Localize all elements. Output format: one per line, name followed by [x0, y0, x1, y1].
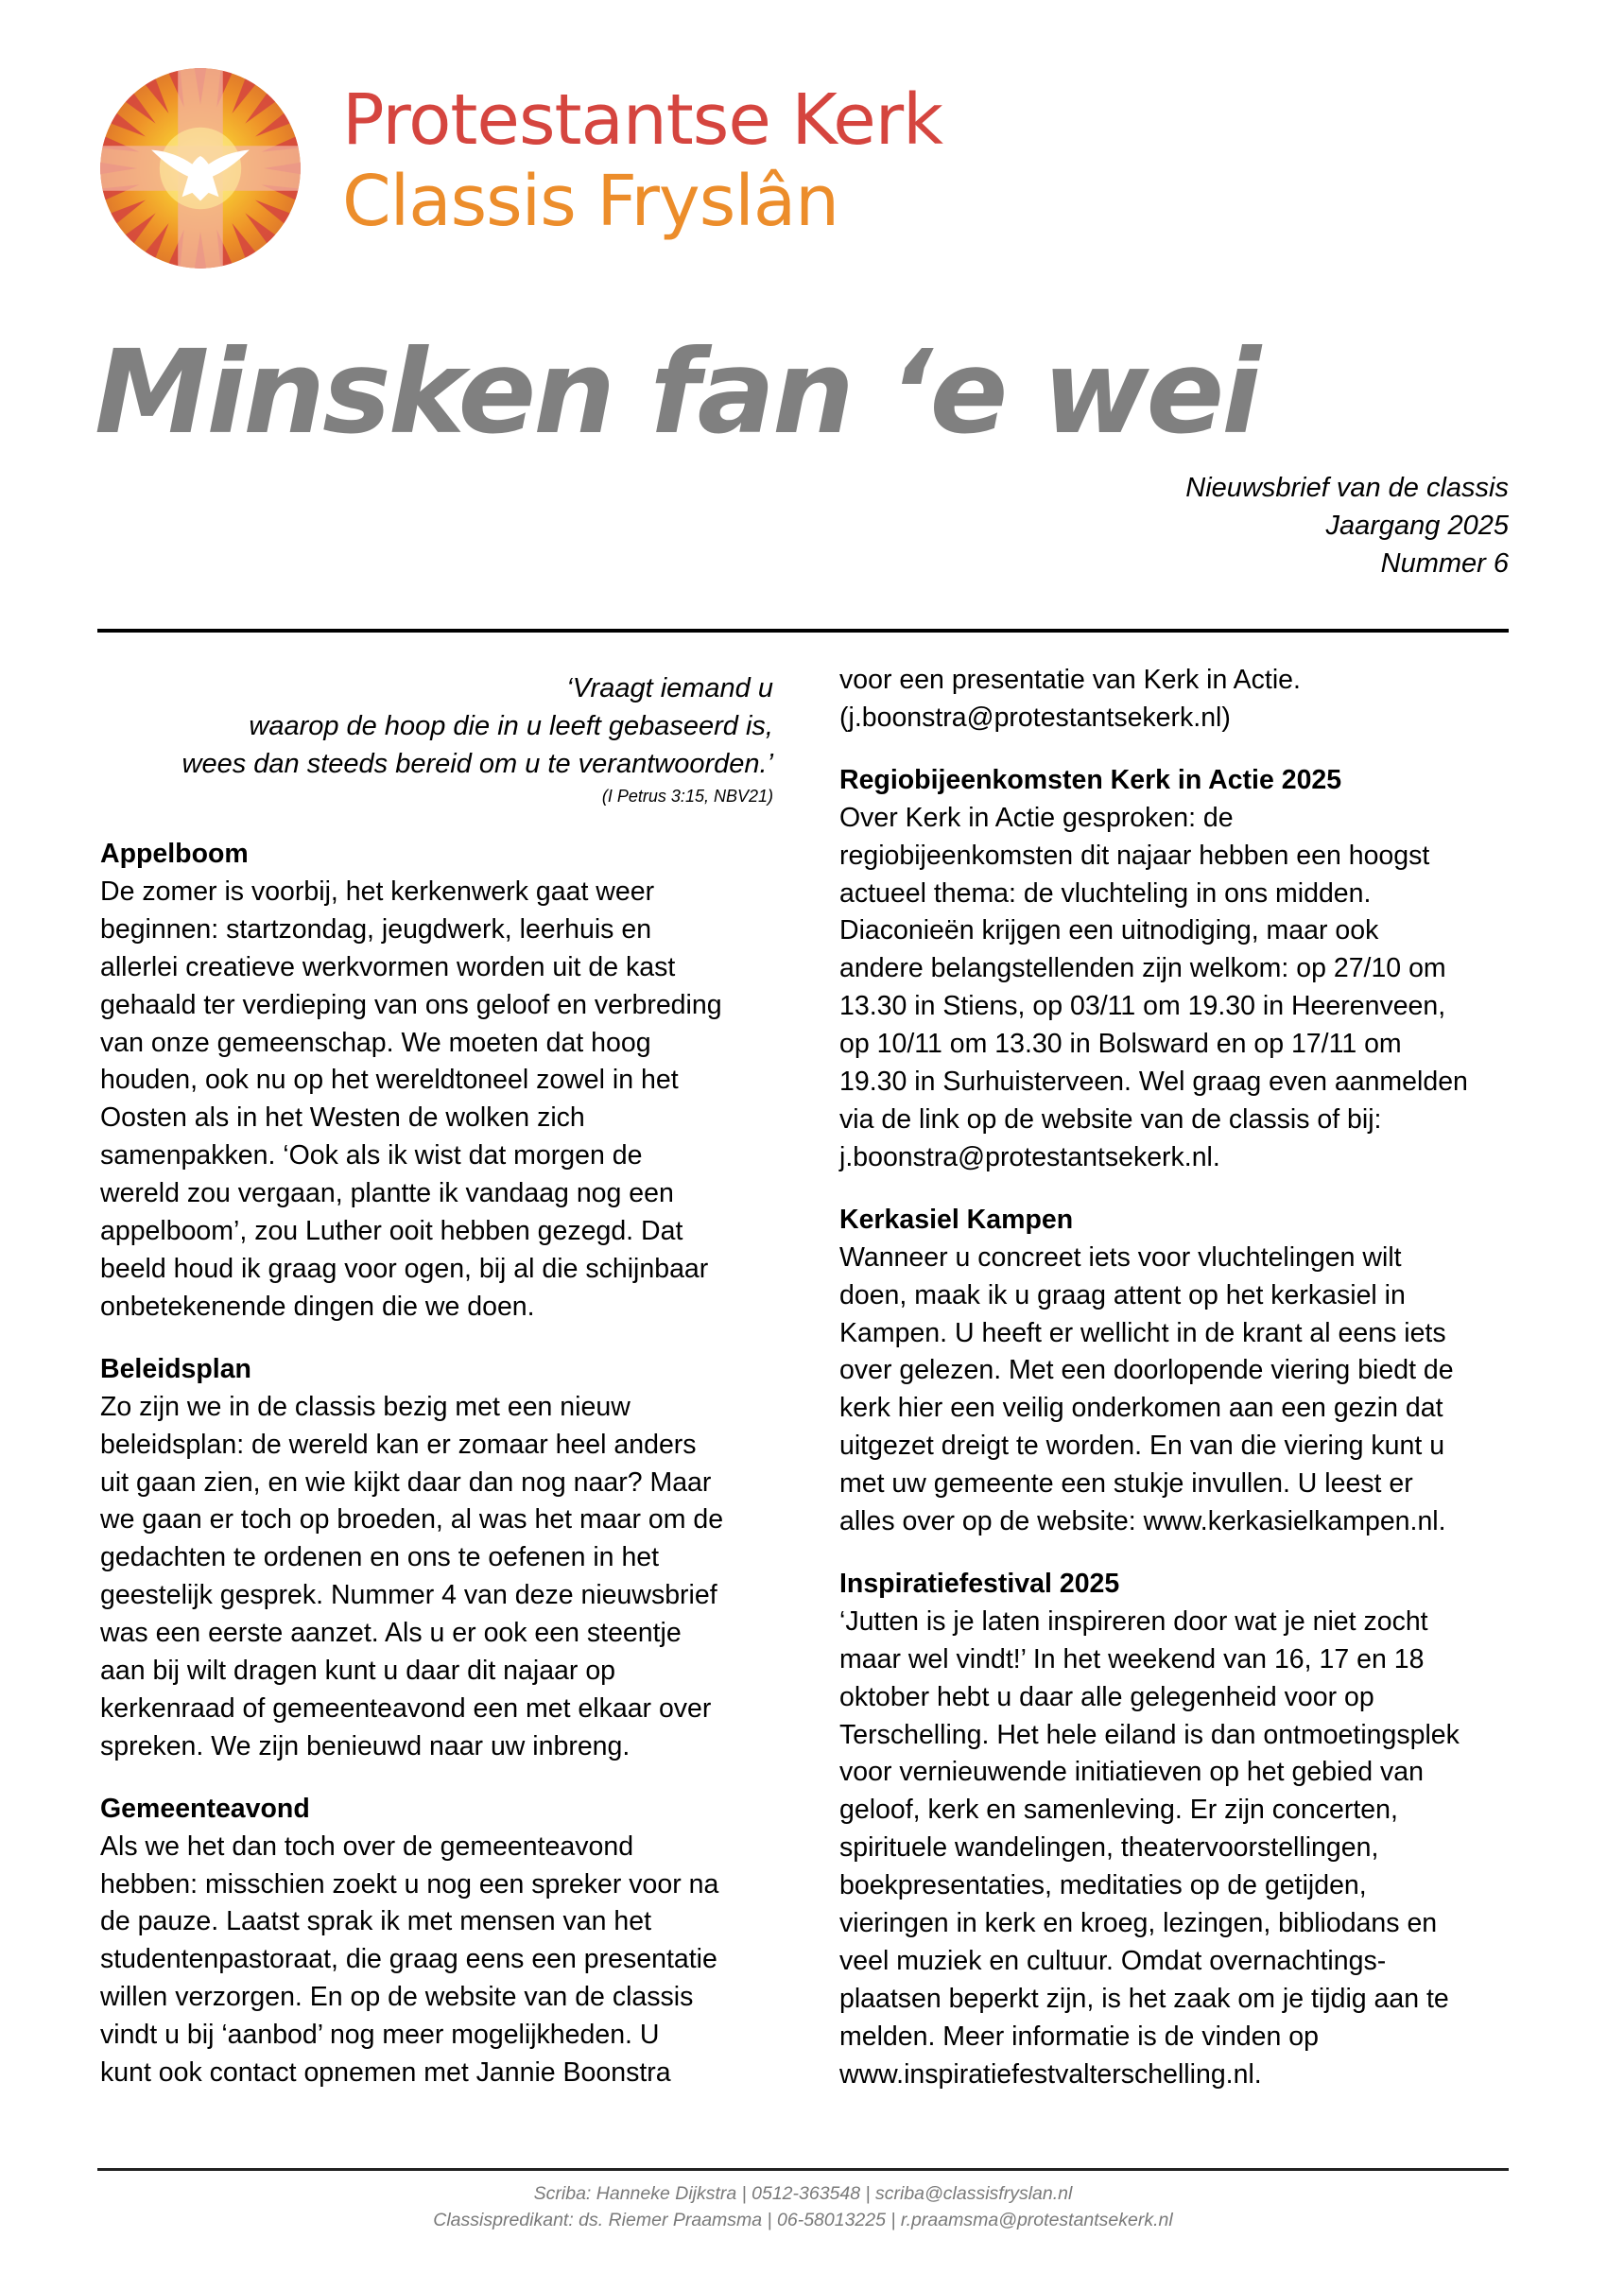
- body-line: gedachten te ordenen en ons te oefenen in het: [100, 1542, 660, 1573]
- body-line: allerlei creatieve werkvormen worden uit de kast: [100, 951, 676, 982]
- article-continuation: [839, 662, 1520, 737]
- article-inspiratiefestival-2025: [839, 1566, 1520, 2094]
- body-line: met uw gemeente een stukje invullen. U leest er: [839, 1468, 1413, 1500]
- body-line: spirituele wandelingen, theatervoorstellingen,: [839, 1832, 1379, 1864]
- body-line: oktober hebt u daar alle gelegenheid voor op: [839, 1681, 1374, 1712]
- body-line: onbetekenende dingen die we doen.: [100, 1291, 535, 1322]
- body-line: spreken. We zijn benieuwd naar uw inbreng.: [100, 1730, 631, 1761]
- body-line: Oosten als in het Westen de wolken zich: [100, 1102, 585, 1134]
- body-line: Kampen. U heeft er wellicht in de krant al eens iets: [839, 1317, 1446, 1348]
- body-line: van onze gemeenschap. We moeten dat hoog: [100, 1027, 651, 1058]
- section-heading: Beleidsplan: [100, 1353, 251, 1384]
- body-line: j.boonstra@protestantsekerk.nl.: [839, 1141, 1220, 1172]
- section-heading: Gemeenteavond: [100, 1793, 310, 1824]
- body-line: was een eerste aanzet. Als u er ook een steentje: [100, 1618, 682, 1649]
- body-line: voor vernieuwende initiatieven op het gebied van: [839, 1757, 1424, 1788]
- body-line: regiobijeenkomsten dit najaar hebben een hoogst: [839, 840, 1430, 871]
- bible-quote: [100, 669, 773, 807]
- logo-text-church: Protestantse Kerk: [342, 79, 943, 161]
- body-line: Als we het dan toch over de gemeenteavond: [100, 1831, 634, 1862]
- section-heading: Regiobijeenkomsten Kerk in Actie 2025: [839, 764, 1342, 795]
- body-line: houden, ook nu op het wereldtoneel zowel in het: [100, 1065, 679, 1096]
- body-line: Diaconieën krijgen een uitnodiging, maar ook: [839, 915, 1379, 946]
- section-heading: Kerkasiel Kampen: [839, 1204, 1074, 1235]
- body-line: de pauze. Laatst sprak ik met mensen van het: [100, 1906, 651, 1937]
- footer-predikant: Classispredikant: ds. Riemer Praamsma | 06-58013225 | r.praamsma@protestantsekerk.nl: [433, 2210, 1173, 2230]
- newsletter-title: Minsken fan ‘e wei: [95, 325, 1259, 460]
- section-heading: Appelboom: [100, 839, 249, 869]
- footer-scriba: Scriba: Hanneke Dijkstra | 0512-363548 | scriba@classisfryslan.nl: [533, 2183, 1073, 2204]
- body-line: boekpresentaties, meditaties op de getijden,: [839, 1870, 1367, 1901]
- issue-subtitle: Nieuwsbrief van de classis: [1185, 473, 1509, 503]
- body-line: gehaald ter verdieping van ons geloof en verbreding: [100, 989, 722, 1020]
- body-line: voor een presentatie van Kerk in Actie.: [839, 665, 1301, 695]
- body-line: ‘Jutten is je laten inspireren door wat je niet zocht: [839, 1605, 1428, 1637]
- right-column: [839, 662, 1520, 2094]
- body-line: over gelezen. Met een doorlopende viering biedt de: [839, 1355, 1454, 1386]
- body-line: geestelijk gesprek. Nummer 4 van deze nieuwsbrief: [100, 1580, 717, 1611]
- body-line: we gaan er toch op broeden, al was het maar om de: [100, 1504, 724, 1536]
- body-line: appelboom’, zou Luther ooit hebben gezegd. Dat: [100, 1216, 683, 1247]
- body-line: geloof, kerk en samenleving. Er zijn concerten,: [839, 1795, 1398, 1826]
- body-line: melden. Meer informatie is de vinden op: [839, 2021, 1319, 2052]
- logo-text-classis: Classis Fryslân: [342, 161, 839, 242]
- body-line: Over Kerk in Actie gesproken: de: [839, 802, 1234, 833]
- email-link[interactable]: (j.boonstra@protestantsekerk.nl): [839, 702, 1231, 733]
- article-kerkasiel-kampen: [839, 1202, 1520, 1541]
- issue-volume: Jaargang 2025: [1325, 511, 1509, 541]
- footer-contacts: [97, 2180, 1509, 2233]
- article-gemeenteavond: [100, 1791, 773, 2092]
- quote-source: (I Petrus 3:15, NBV21): [601, 787, 773, 806]
- body-line: veel muziek en cultuur. Omdat overnachtings-: [839, 1946, 1387, 1976]
- section-heading: Inspiratiefestival 2025: [839, 1568, 1120, 1599]
- dove-sunburst-cross-icon: [98, 66, 302, 270]
- quote-line: wees dan steeds bereid om u te verantwoorden.’: [181, 749, 773, 779]
- body-line: kunt ook contact opnemen met Jannie Boonstra: [100, 2057, 671, 2089]
- body-line: op 10/11 om 13.30 in Bolsward en op 17/11 om: [839, 1029, 1402, 1060]
- body-line: www.inspiratiefestvalterschelling.nl.: [839, 2058, 1262, 2090]
- body-line: andere belangstellenden zijn welkom: op 27/10 om: [839, 953, 1446, 984]
- body-line: aan bij wilt dragen kunt u daar dit najaar op: [100, 1656, 616, 1687]
- body-line: Terschelling. Het hele eiland is dan ontmoetingsplek: [839, 1719, 1460, 1750]
- body-line: uit gaan zien, en wie kijkt daar dan nog naar? Maar: [100, 1466, 712, 1498]
- quote-line: waarop de hoop die in u leeft gebaseerd is,: [249, 711, 773, 741]
- body-line: hebben: misschien zoekt u nog een spreker voor na: [100, 1868, 719, 1900]
- body-line: beeld houd ik graag voor ogen, bij al die schijnbaar: [100, 1253, 709, 1284]
- body-line: actueel thema: de vluchteling in ons midden.: [839, 877, 1372, 909]
- body-line: kerkenraad of gemeenteavond een met elkaar over: [100, 1692, 712, 1724]
- body-line: samenpakken. ‘Ook als ik wist dat morgen de: [100, 1140, 643, 1171]
- body-line: 19.30 in Surhuisterveen. Wel graag even aanmelden: [839, 1067, 1468, 1098]
- body-line: uitgezet dreigt te worden. En van die viering kunt u: [839, 1431, 1445, 1462]
- article-regiobijeenkomsten-kerk-in-actie-2025: [839, 762, 1520, 1177]
- body-line: vieringen in kerk en kroeg, lezingen, bibliodans en: [839, 1908, 1438, 1939]
- article-appelboom: [100, 836, 773, 1327]
- body-line: maar wel vindt!’ In het weekend van 16, 17 en 18: [839, 1643, 1425, 1674]
- issue-number: Nummer 6: [1380, 548, 1509, 579]
- body-line: 13.30 in Stiens, op 03/11 om 19.30 in Heerenveen,: [839, 991, 1446, 1022]
- body-line: doen, maak ik u graag attent op het kerkasiel in: [839, 1279, 1406, 1310]
- footer-divider: [97, 2168, 1509, 2171]
- body-line: beleidsplan: de wereld kan er zomaar heel anders: [100, 1429, 697, 1460]
- body-line: vindt u bij ‘aanbod’ nog meer mogelijkheden. U: [100, 2020, 660, 2051]
- body-line: plaatsen beperkt zijn, is het zaak om je tijdig aan te: [839, 1983, 1449, 2014]
- left-column: [100, 662, 773, 2092]
- body-line: alles over op de website: www.kerkasielkampen.nl.: [839, 1506, 1446, 1537]
- header-divider: [97, 629, 1509, 633]
- body-line: kerk hier een veilig onderkomen aan een gezin dat: [839, 1393, 1443, 1424]
- article-beleidsplan: [100, 1351, 773, 1766]
- body-line: willen verzorgen. En op de website van de classis: [100, 1982, 694, 2013]
- body-line: beginnen: startzondag, jeugdwerk, leerhuis en: [100, 913, 652, 945]
- body-line: Wanneer u concreet iets voor vluchtelingen wilt: [839, 1241, 1402, 1273]
- body-line: via de link op de website van de classis of bij:: [839, 1103, 1382, 1135]
- body-line: Zo zijn we in de classis bezig met een nieuw: [100, 1391, 631, 1422]
- body-line: wereld zou vergaan, plantte ik vandaag nog een: [100, 1178, 674, 1209]
- issue-meta: [1185, 469, 1509, 582]
- quote-line: ‘Vraagt iemand u: [566, 673, 773, 703]
- body-line: De zomer is voorbij, het kerkenwerk gaat weer: [100, 876, 655, 907]
- body-line: studentenpastoraat, die graag eens een presentatie: [100, 1944, 717, 1975]
